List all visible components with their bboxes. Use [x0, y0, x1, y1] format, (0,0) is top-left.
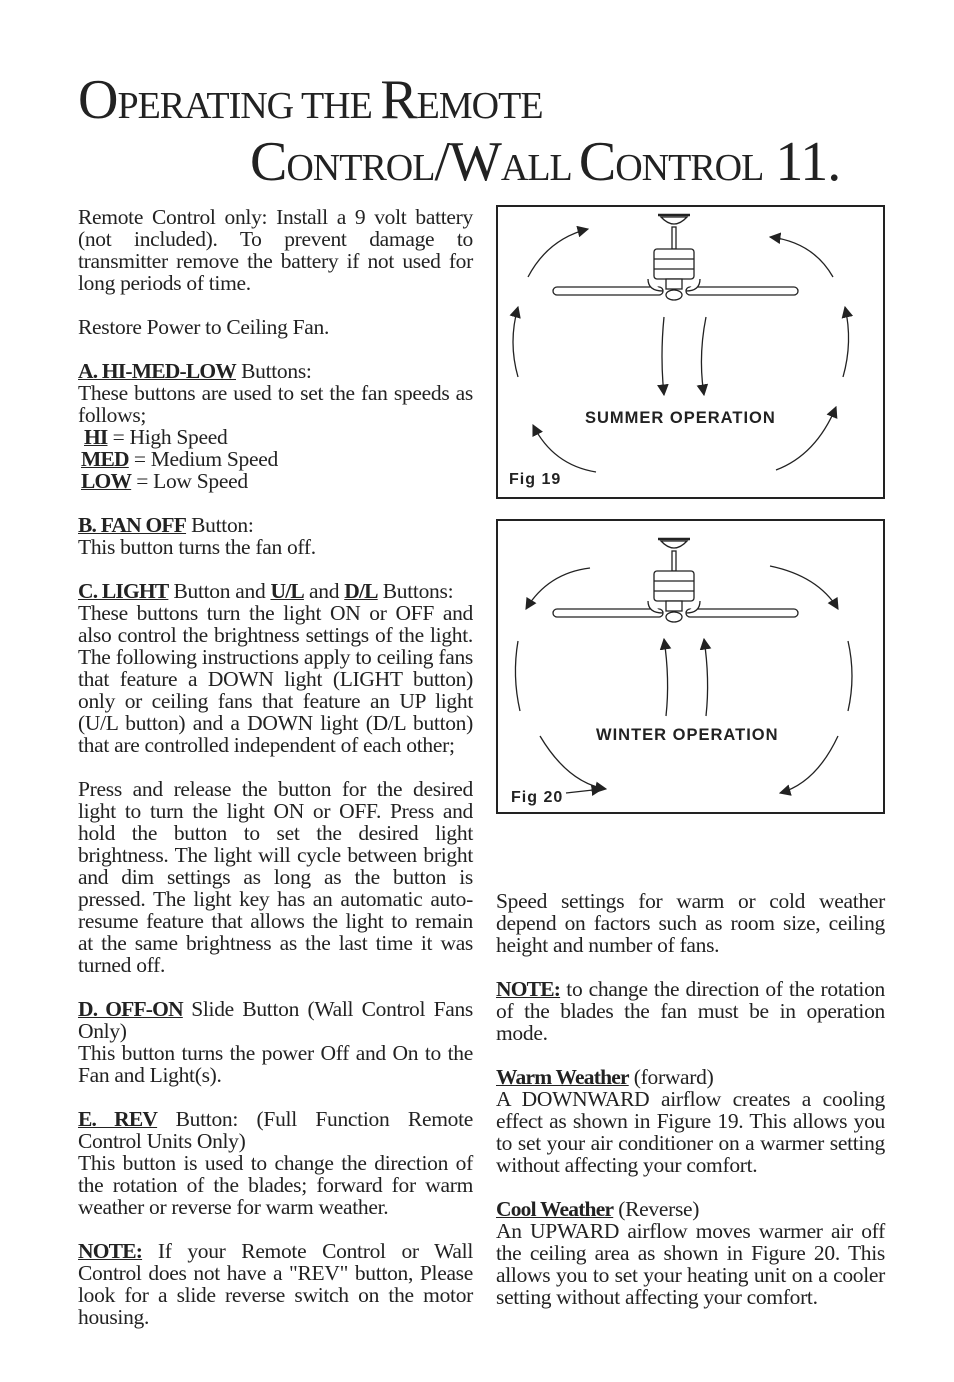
line2-segment: C: [250, 131, 287, 193]
left-column: [78, 206, 473, 1350]
low-key: LOW: [81, 469, 132, 493]
page-number: 11.: [775, 131, 841, 193]
cool-weather-heading-rest: (Reverse): [613, 1197, 700, 1221]
figure-19-summer-operation: [496, 205, 885, 499]
light-body: These buttons turn the light ON or OFF and also control the brightness settings of the light. The following instructions apply to ceiling fans that feature a DOWN light (LIGHT button) only or ceiling fans that feature an UP light (U/L button) and a DOWN light (D/L button) that are controlled independent of each other;: [78, 601, 473, 757]
fig-19-label: Fig 19: [509, 471, 562, 488]
line1-segment: O: [78, 69, 118, 131]
light-heading-mid1: Button and: [168, 579, 271, 603]
rev-heading: E. REV: [78, 1107, 158, 1131]
page-title-line-1: [78, 69, 543, 131]
line2-segment: C: [578, 131, 616, 193]
hi-med-low-heading: A. HI-MED-LOW: [78, 359, 237, 383]
line1-segment: EMOTE: [416, 85, 543, 127]
battery-paragraph: Remote Control only: Install a 9 volt battery (not included). To prevent damage to transmitter remove the battery if not used for long periods of time.: [78, 205, 473, 295]
left-note-body: If your Remote Control or Wall Control does not have a "REV" button, Please look for a slide reverse switch on the motor housing.: [78, 1239, 473, 1329]
right-note-section: [496, 978, 885, 1044]
line2-segment: ONTROL: [286, 147, 435, 189]
restore-power-paragraph: Restore Power to Ceiling Fan.: [78, 315, 330, 339]
off-on-body: This button turns the power Off and On to the Fan and Light(s).: [78, 1041, 473, 1087]
light-heading-rest: Buttons:: [377, 579, 454, 603]
speed-settings-paragraph: Speed settings for warm or cold weather depend on factors such as room size, ceiling height and number of fans.: [496, 889, 885, 957]
winter-operation-caption: WINTER OPERATION: [596, 726, 779, 744]
summer-operation-caption: SUMMER OPERATION: [585, 409, 776, 427]
ul-label: U/L: [270, 579, 304, 603]
warm-weather-heading: Warm Weather: [496, 1065, 629, 1089]
left-note-section: [78, 1240, 473, 1328]
fan-off-section: [78, 514, 473, 558]
dl-label: D/L: [344, 579, 378, 603]
line2-segment: W: [449, 131, 501, 193]
hi-key: HI: [84, 425, 108, 449]
figure-20-winter-operation: [496, 519, 885, 814]
off-on-heading: D. OFF-ON: [78, 997, 183, 1021]
ceiling-fan-icon: [553, 215, 798, 300]
med-value: = Medium Speed: [128, 447, 278, 471]
right-note-heading: NOTE:: [496, 977, 561, 1001]
press-release-paragraph: Press and release the button for the desired light to turn the light ON or OFF. Press and hold the button to set the desired light brightness. The light will cycle between bright and dim settings as long as the button is pressed. The light key has an automatic auto-resume feature that allows the light to remain at the same brightness as the last time it was turned off.: [78, 777, 473, 977]
cool-weather-section: [496, 1198, 885, 1308]
hi-med-low-body: These buttons are used to set the fan speeds as follows;: [78, 381, 473, 427]
left-note-heading: NOTE:: [78, 1239, 143, 1263]
rev-heading-rest: Button: (Full Function Remote Control Units Only): [78, 1107, 473, 1153]
line1-segment: PERATING THE: [117, 85, 381, 127]
med-key: MED: [81, 447, 129, 471]
hi-value: = High Speed: [107, 425, 228, 449]
light-heading: C. LIGHT: [78, 579, 169, 603]
fan-off-body: This button turns the fan off.: [78, 535, 316, 559]
warm-weather-heading-rest: (forward): [628, 1065, 714, 1089]
hi-speed-line: [78, 426, 473, 448]
rev-section: [78, 1108, 473, 1218]
med-speed-line: [78, 448, 473, 470]
low-value: = Low Speed: [131, 469, 248, 493]
hi-med-low-section: [78, 360, 473, 492]
line2-segment: /: [434, 131, 450, 193]
summer-fan-diagram: [498, 207, 883, 497]
light-heading-mid2: and: [303, 579, 345, 603]
warm-weather-body: A DOWNWARD airflow creates a cooling effect as shown in Figure 19. This allows you to set your air conditioner on a warmer setting without affecting your comfort.: [496, 1087, 885, 1177]
title-line-2-text: [250, 131, 764, 193]
hi-med-low-heading-rest: Buttons:: [236, 359, 312, 383]
line1-segment: R: [380, 69, 417, 131]
page-title-line-2: [250, 131, 841, 193]
light-section: [78, 580, 473, 756]
fan-off-heading: B. FAN OFF: [78, 513, 187, 537]
fig-20-label: Fig 20: [511, 789, 564, 806]
cool-weather-body: An UPWARD airflow moves warmer air off the ceiling area as shown in Figure 20. This allows you to set your heating unit on a cooler setting without affecting your comfort.: [496, 1219, 885, 1309]
fig-20-label-arrow: [498, 521, 883, 812]
off-on-heading-rest: Slide Button (Wall Control Fans Only): [78, 997, 473, 1043]
cool-weather-heading: Cool Weather: [496, 1197, 614, 1221]
warm-weather-section: [496, 1066, 885, 1176]
low-speed-line: [78, 470, 473, 492]
fan-off-heading-rest: Button:: [186, 513, 254, 537]
right-column: [496, 890, 885, 1330]
off-on-section: [78, 998, 473, 1086]
right-note-body: to change the direction of the rotation of the blades the fan must be in operation mode.: [496, 977, 885, 1045]
line2-segment: ALL: [500, 147, 579, 189]
line2-segment: ONTROL: [615, 147, 764, 189]
rev-body: This button is used to change the direction of the rotation of the blades; forward for warm weather or reverse for warm weather.: [78, 1151, 473, 1219]
